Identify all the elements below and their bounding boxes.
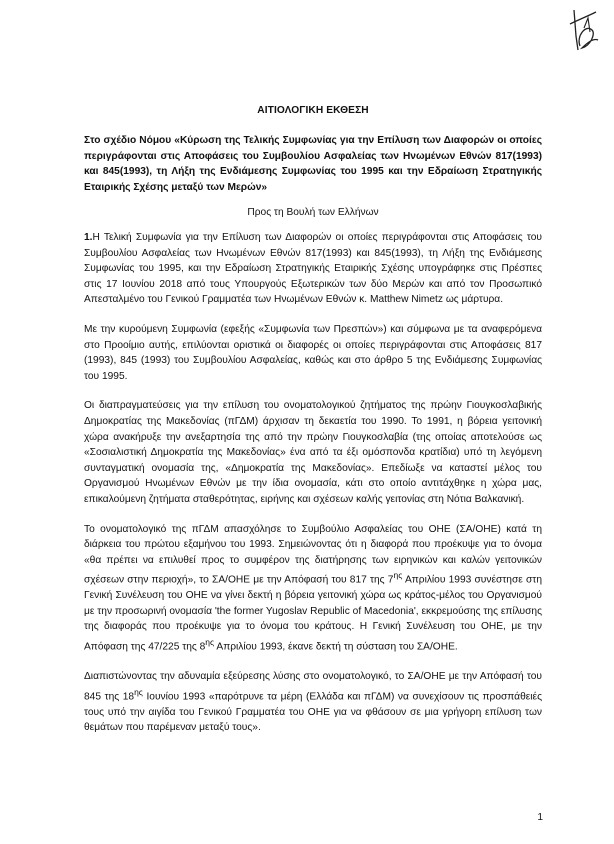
ordinal-suffix: ης bbox=[205, 637, 215, 648]
paragraph-text: Απριλίου 1993 συνέστησε στη Γενική Συνέλευση του ΟΗΕ να γίνει δεκτή η βόρεια γειτονική χώρα ως κράτος-μέλος του Οργανισμού με την προσωρινή ονομασία 'the former Yugoslav Republic of Macedonia', εκκρεμούσης της επίλυσης της διαφοράς που προέκυψε για το όνομα του κράτους. Η Γενική Συνέλευση του ΟΗΕ, με την Απόφαση της 47/225 της 8 bbox=[84, 574, 542, 653]
paragraph-5 bbox=[84, 669, 542, 736]
document-addressee: Προς τη Βουλή των Ελλήνων bbox=[247, 207, 379, 218]
document-title: ΑΙΤΙΟΛΟΓΙΚΗ ΕΚΘΕΣΗ bbox=[257, 105, 369, 116]
page-number: 1 bbox=[537, 812, 543, 823]
paragraph-1 bbox=[84, 230, 542, 308]
paragraph-text: Η Τελική Συμφωνία για την Επίλυση των Διαφορών οι οποίες περιγράφονται στις Αποφάσεις του Συμβουλίου Ασφαλείας των Ηνωμένων Εθνών 817(1993) και 845(1993), τη Λήξη της Ενδιάμεσης Συμφωνίας του 1995, και την Εδραίωση Στρατηγικής Εταιρικής Σχέσης υπογράφηκε στις Πρέσπες στις 17 Ιουνίου 2018 από τους Υπουργούς Εξωτερικών των δύο Μερών και από τον Προσωπικό Απεσταλμένο του Γενικού Γραμματέα των Ηνωμένων Εθνών κ. Matthew Nimetz ως μάρτυρα. bbox=[84, 232, 542, 306]
paragraph-text: Ιουνίου 1993 «παρότρυνε τα μέρη (Ελλάδα και πΓΔΜ) να συνεχίσουν τις προσπάθειές τους υπό την αιγίδα του Γενικού Γραμματέα του ΟΗΕ για να φθάσουν σε μια γρήγορη επίλυση των θεμάτων που παρέμεναν μεταξύ τους». bbox=[84, 691, 542, 734]
paragraph-3: Οι διαπραγματεύσεις για την επίλυση του ονοματολογικού ζητήματος της πρώην Γιουγκοσλαβικής Δημοκρατίας της Μακεδονίας (πΓΔΜ) άρχισαν τη δεκαετία του 1990. Το 1991, η βόρεια γειτονική χώρα ανακήρυξε την ανεξαρτησία της από την πρώην Γιουγκοσλαβία (της οποίας αποτελούσε ως «Σοσιαλιστική Δημοκρατία της Μακεδονίας» ένα από τα έξι ομόσπονδα κρατίδια) υπό τη λεγόμενη συνταγματική ονομασία της, «Δημοκρατία της Μακεδονίας». Επεδίωξε να καταστεί μέλος του Οργανισμού Ηνωμένων Εθνών με την ίδια ονομασία, κάτι στο οποίο αντιτάχθηκε η χώρα μας, επικαλούμενη ζητήματα σταθερότητας, ειρήνης και σχέσεων καλής γειτονίας στη Νότια Βαλκανική. bbox=[84, 400, 542, 505]
paragraph-text: Απριλίου 1993, έκανε δεκτή τη σύσταση του ΣΑ/ΟΗΕ. bbox=[214, 641, 458, 653]
paragraph-text: Το ονοματολογικό της πΓΔΜ απασχόλησε το Συμβούλιο Ασφαλείας του ΟΗΕ (ΣΑ/ΟΗΕ) κατά τη διάρκεια του πρώτου εξαμήνου του 1993. Σημειώνοντας ότι η διαφορά που προέκυψε για το όνομα «θα πρέπει να επιλυθεί προς το συμφέρον της διατήρησης των ειρηνικών και καλών γειτονικών σχέσεων στην περιοχή», το ΣΑ/ΟΗΕ με την Απόφασή του 817 της 7 bbox=[84, 523, 542, 586]
paragraph-number: 1. bbox=[84, 232, 93, 243]
paragraph-4 bbox=[84, 522, 542, 656]
paragraph-2: Με την κυρούμενη Συμφωνία (εφεξής «Συμφωνία των Πρεσπών») και σύμφωνα με τα αναφερόμενα στο Προοίμιο αυτής, επιλύονται οριστικά οι διαφορές οι οποίες περιγράφονται στις Αποφάσεις 817 (1993), 845 (1993) του Συμβουλίου Ασφαλείας, καθώς και στο άρθρο 5 της Ενδιάμεσης Συμφωνίας του 1995. bbox=[84, 323, 542, 382]
document-body bbox=[84, 105, 542, 750]
ordinal-suffix: ης bbox=[393, 570, 403, 581]
document-subject: Στο σχέδιο Νόμου «Κύρωση της Τελικής Συμφωνίας για την Επίλυση των Διαφορών οι οποίες περιγράφονται στις Αποφάσεις του Συμβουλίου Ασφαλείας των Ηνωμένων Εθνών 817(1993) και 845(1993), τη Λήξη της Ενδιάμεσης Συμφωνίας του 1995 και την Εδραίωση Στρατηγικής Εταιρικής Σχέσης μεταξύ των Μερών» bbox=[84, 135, 542, 193]
ordinal-suffix: ης bbox=[134, 686, 143, 697]
paragraph-text: Διαπιστώνοντας την αδυναμία εξεύρεσης λύσης στο ονοματολογικό, το ΣΑ/ΟΗΕ με την Απόφασή του 845 της 18 bbox=[84, 671, 542, 703]
handwritten-signature bbox=[566, 6, 602, 54]
